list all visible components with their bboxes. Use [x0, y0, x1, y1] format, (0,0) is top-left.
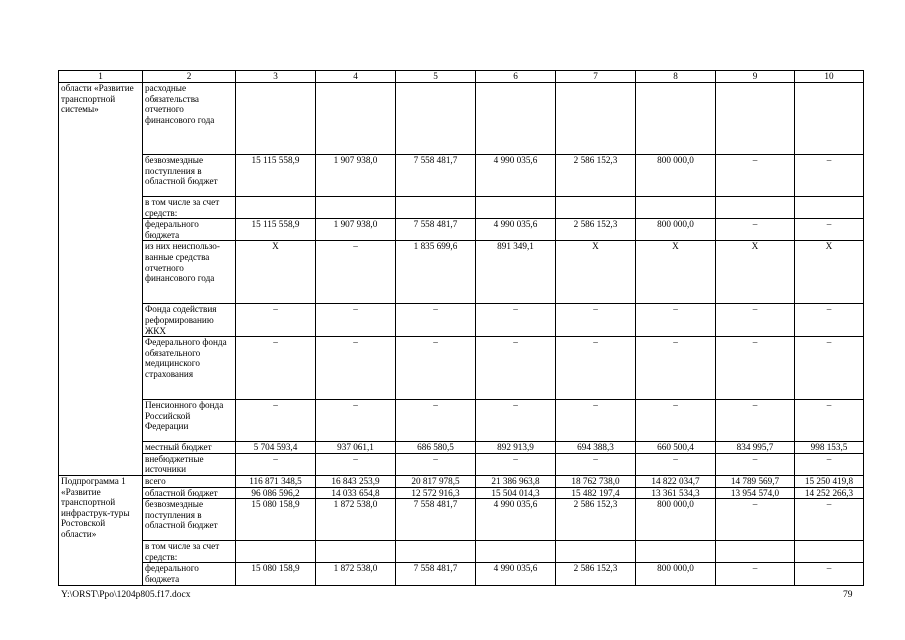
- value-cell: 4 990 035,6: [476, 563, 556, 585]
- value-cell: 1 907 938,0: [316, 155, 396, 197]
- value-cell: Х: [716, 241, 795, 304]
- budget-table: [58, 70, 864, 586]
- value-cell: [476, 197, 556, 219]
- value-cell: –: [716, 304, 795, 337]
- table-row: [59, 219, 864, 241]
- value-cell: 686 580,5: [396, 442, 476, 454]
- table-body: [59, 83, 864, 586]
- value-cell: 15 482 197,4: [556, 487, 636, 499]
- value-cell: 16 843 253,9: [316, 475, 396, 487]
- footer-file-path: Y:\ORST\Ppo\1204p805.f17.docx: [61, 590, 191, 600]
- table-row: [59, 400, 864, 442]
- funding-source-cell: областной бюджет: [143, 487, 236, 499]
- value-cell: 7 558 481,7: [396, 155, 476, 197]
- value-cell: –: [795, 563, 864, 585]
- value-cell: 4 990 035,6: [476, 499, 556, 541]
- funding-source-cell: в том числе за счет средств:: [143, 197, 236, 219]
- value-cell: –: [636, 453, 716, 475]
- value-cell: –: [636, 304, 716, 337]
- value-cell: –: [795, 304, 864, 337]
- value-cell: [556, 541, 636, 563]
- column-header: 7: [556, 71, 636, 83]
- value-cell: 2 586 152,3: [556, 155, 636, 197]
- value-cell: [716, 541, 795, 563]
- value-cell: [476, 541, 556, 563]
- header-row: [59, 71, 864, 83]
- column-header: 8: [636, 71, 716, 83]
- value-cell: [396, 83, 476, 155]
- value-cell: 800 000,0: [636, 219, 716, 241]
- value-cell: 2 586 152,3: [556, 563, 636, 585]
- program-name-cell: Подпрограмма 1 «Развитие транспортной инфраструк-туры Ростовской области»: [59, 475, 143, 585]
- value-cell: 18 762 738,0: [556, 475, 636, 487]
- table-row: [59, 442, 864, 454]
- value-cell: –: [716, 499, 795, 541]
- value-cell: [396, 541, 476, 563]
- value-cell: 1 872 538,0: [316, 499, 396, 541]
- funding-source-cell: безвозмездные поступления в областной бюджет: [143, 499, 236, 541]
- value-cell: [396, 197, 476, 219]
- funding-source-cell: в том числе за счет средств:: [143, 541, 236, 563]
- value-cell: –: [556, 453, 636, 475]
- value-cell: [476, 83, 556, 155]
- value-cell: –: [316, 241, 396, 304]
- value-cell: –: [795, 499, 864, 541]
- value-cell: –: [236, 304, 316, 337]
- funding-source-cell: федерального бюджета: [143, 563, 236, 585]
- value-cell: –: [556, 337, 636, 400]
- value-cell: 14 822 034,7: [636, 475, 716, 487]
- funding-source-cell: из них неиспользо-ванные средства отчетного финансового года: [143, 241, 236, 304]
- value-cell: –: [396, 453, 476, 475]
- value-cell: [716, 197, 795, 219]
- table-row: [59, 304, 864, 337]
- value-cell: –: [476, 304, 556, 337]
- value-cell: 15 080 158,9: [236, 499, 316, 541]
- value-cell: –: [316, 400, 396, 442]
- value-cell: [236, 83, 316, 155]
- table-row: [59, 241, 864, 304]
- value-cell: 834 995,7: [716, 442, 795, 454]
- value-cell: –: [716, 155, 795, 197]
- column-header: 1: [59, 71, 143, 83]
- value-cell: 800 000,0: [636, 563, 716, 585]
- column-header: 9: [716, 71, 795, 83]
- value-cell: 1 872 538,0: [316, 563, 396, 585]
- column-header: 6: [476, 71, 556, 83]
- value-cell: 4 990 035,6: [476, 219, 556, 241]
- value-cell: [316, 541, 396, 563]
- value-cell: 20 817 978,5: [396, 475, 476, 487]
- value-cell: –: [795, 400, 864, 442]
- funding-source-cell: внебюджетные источники: [143, 453, 236, 475]
- value-cell: 15 115 558,9: [236, 155, 316, 197]
- value-cell: [795, 541, 864, 563]
- value-cell: 998 153,5: [795, 442, 864, 454]
- value-cell: –: [636, 337, 716, 400]
- table-row: [59, 155, 864, 197]
- column-header: 5: [396, 71, 476, 83]
- value-cell: 660 500,4: [636, 442, 716, 454]
- funding-source-cell: Федерального фонда обязательного медицинского страхования: [143, 337, 236, 400]
- value-cell: 15 115 558,9: [236, 219, 316, 241]
- value-cell: 21 386 963,8: [476, 475, 556, 487]
- value-cell: 7 558 481,7: [396, 563, 476, 585]
- value-cell: –: [795, 453, 864, 475]
- funding-source-cell: расходные обязательства отчетного финансового года: [143, 83, 236, 155]
- funding-source-cell: всего: [143, 475, 236, 487]
- value-cell: 15 080 158,9: [236, 563, 316, 585]
- value-cell: 2 586 152,3: [556, 219, 636, 241]
- value-cell: 4 990 035,6: [476, 155, 556, 197]
- value-cell: –: [795, 337, 864, 400]
- value-cell: 937 061,1: [316, 442, 396, 454]
- value-cell: 7 558 481,7: [396, 219, 476, 241]
- value-cell: [636, 541, 716, 563]
- value-cell: [795, 197, 864, 219]
- value-cell: –: [476, 400, 556, 442]
- value-cell: –: [396, 337, 476, 400]
- value-cell: 12 572 916,3: [396, 487, 476, 499]
- value-cell: –: [316, 304, 396, 337]
- column-header: 10: [795, 71, 864, 83]
- value-cell: 800 000,0: [636, 155, 716, 197]
- value-cell: Х: [636, 241, 716, 304]
- value-cell: –: [476, 337, 556, 400]
- value-cell: –: [636, 400, 716, 442]
- value-cell: [316, 83, 396, 155]
- table-row: [59, 475, 864, 487]
- value-cell: [636, 83, 716, 155]
- value-cell: 892 913,9: [476, 442, 556, 454]
- value-cell: Х: [556, 241, 636, 304]
- funding-source-cell: безвозмездные поступления в областной бюджет: [143, 155, 236, 197]
- value-cell: –: [476, 453, 556, 475]
- value-cell: –: [396, 400, 476, 442]
- value-cell: 891 349,1: [476, 241, 556, 304]
- value-cell: 5 704 593,4: [236, 442, 316, 454]
- value-cell: 800 000,0: [636, 499, 716, 541]
- value-cell: –: [316, 453, 396, 475]
- value-cell: Х: [795, 241, 864, 304]
- value-cell: 14 033 654,8: [316, 487, 396, 499]
- value-cell: 14 252 266,3: [795, 487, 864, 499]
- table-row: [59, 337, 864, 400]
- value-cell: –: [795, 219, 864, 241]
- table-row: [59, 499, 864, 541]
- value-cell: Х: [236, 241, 316, 304]
- page-number: 79: [843, 590, 853, 600]
- funding-source-cell: местный бюджет: [143, 442, 236, 454]
- value-cell: –: [236, 400, 316, 442]
- value-cell: 15 250 419,8: [795, 475, 864, 487]
- value-cell: –: [716, 219, 795, 241]
- value-cell: –: [316, 337, 396, 400]
- funding-source-cell: федерального бюджета: [143, 219, 236, 241]
- value-cell: –: [236, 453, 316, 475]
- table-row: [59, 197, 864, 219]
- value-cell: [236, 197, 316, 219]
- value-cell: [236, 541, 316, 563]
- table-row: [59, 453, 864, 475]
- value-cell: 7 558 481,7: [396, 499, 476, 541]
- value-cell: [556, 197, 636, 219]
- value-cell: 96 086 596,2: [236, 487, 316, 499]
- value-cell: [716, 83, 795, 155]
- value-cell: [316, 197, 396, 219]
- column-header: 3: [236, 71, 316, 83]
- value-cell: [636, 197, 716, 219]
- column-header: 4: [316, 71, 396, 83]
- value-cell: 13 954 574,0: [716, 487, 795, 499]
- value-cell: 694 388,3: [556, 442, 636, 454]
- value-cell: –: [236, 337, 316, 400]
- column-header: 2: [143, 71, 236, 83]
- value-cell: –: [716, 400, 795, 442]
- value-cell: [556, 83, 636, 155]
- table-row: [59, 487, 864, 499]
- value-cell: 15 504 014,3: [476, 487, 556, 499]
- value-cell: 116 871 348,5: [236, 475, 316, 487]
- value-cell: –: [396, 304, 476, 337]
- value-cell: [795, 83, 864, 155]
- value-cell: –: [716, 453, 795, 475]
- value-cell: 1 835 699,6: [396, 241, 476, 304]
- value-cell: 13 361 534,3: [636, 487, 716, 499]
- program-name-cell: области «Развитие транспортной системы»: [59, 83, 143, 476]
- value-cell: –: [716, 563, 795, 585]
- funding-source-cell: Фонда содействия реформированию ЖКХ: [143, 304, 236, 337]
- value-cell: –: [795, 155, 864, 197]
- value-cell: 14 789 569,7: [716, 475, 795, 487]
- table-row: [59, 541, 864, 563]
- table-row: [59, 563, 864, 585]
- value-cell: 1 907 938,0: [316, 219, 396, 241]
- value-cell: –: [556, 304, 636, 337]
- funding-source-cell: Пенсионного фонда Российской Федерации: [143, 400, 236, 442]
- value-cell: 2 586 152,3: [556, 499, 636, 541]
- value-cell: –: [556, 400, 636, 442]
- value-cell: –: [716, 337, 795, 400]
- table-row: [59, 83, 864, 155]
